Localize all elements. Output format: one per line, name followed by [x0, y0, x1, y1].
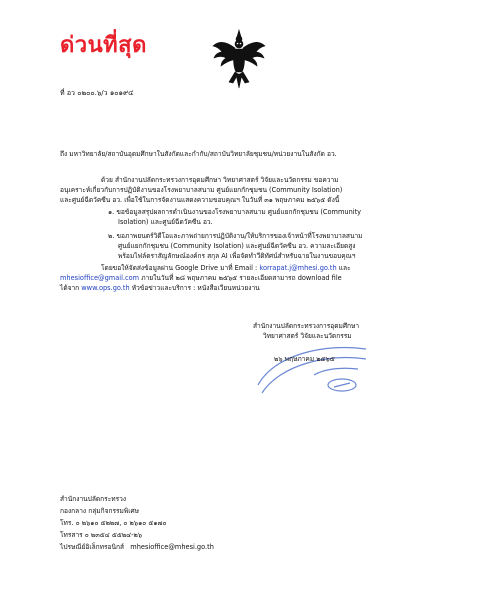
footer-tel: โทร. ๐ ๒๖๑๐ ๕๒๒๗, ๐ ๒๖๑๐ ๕๑๗๐ — [60, 519, 167, 527]
signature-org1: สำนักงานปลัดกระทรวงการอุดมศึกษา — [253, 322, 360, 330]
p2-text-d: ได้จาก — [60, 284, 80, 292]
body-p2-line1 — [101, 264, 351, 273]
signature-date: ๒๖ พฤษภาคม ๒๕๖๕ — [274, 355, 335, 363]
p2-text-b: และ — [338, 264, 351, 272]
body-p1-line2: อนุเคราะห์เกี่ยวกับการปฏิบัติงานของโรงพยาบาลสนาม ศูนย์แยกกักชุมชน (Community Isolation) — [60, 186, 343, 194]
footer-office: สำนักงานปลัดกระทรวง — [60, 495, 127, 503]
official-seal-stamp — [254, 335, 370, 397]
body-p2-line3 — [60, 284, 260, 293]
email-link-mhesioffice[interactable]: mhesioffice@gmail.com — [60, 274, 140, 282]
addressee: ถึง มหาวิทยาลัย/สถาบันอุดมศึกษาในสังกัดและกำกับ/สถาบันวิทยาลัยชุมชน/หน่วยงานในสังกัด อว. — [60, 150, 337, 158]
item2-line1: ๒. ขอภาพยนตร์วิดีโอและภาพถ่ายการปฏิบัติงาน/ให้บริการของเจ้าหน้าที่โรงพยาบาลสนาม — [108, 232, 363, 240]
email-link-korrapat[interactable]: korrapat.j@mhesi.go.th — [259, 264, 337, 272]
footer-fax: โทรสาร ๐ ๒๓๕๔ ๕๕๒๔-๒๖ — [60, 531, 143, 539]
footer-email-row — [60, 541, 214, 552]
footer-email-label: ไปรษณีย์อิเล็กทรอนิกส์ — [60, 543, 124, 551]
item1-line2: Isolation) และศูนย์ฉีดวัคซีน อว. — [118, 218, 213, 226]
body-p2-line2 — [60, 274, 342, 283]
footer-email[interactable]: mhesioffice@mhesi.go.th — [130, 543, 214, 551]
urgent-heading: ด่วนที่สุด — [60, 33, 147, 58]
p2-text-a: โดยขอให้จัดส่งข้อมูลผ่าน Google Drive มาที่ Email : — [101, 264, 258, 272]
garuda-emblem — [211, 28, 267, 90]
item2-line3: พร้อมไฟล์ตราสัญลักษณ์องค์กร สกุล AI เพื่อจัดทำวีดิทัศน์สำหรับฉายในงานขอบคุณฯ — [118, 252, 356, 260]
ops-website-link[interactable]: www.ops.go.th — [81, 284, 130, 292]
p2-text-e: หัวข้อข่าวและบริการ : หนังสือเวียนหน่วยงาน — [131, 284, 260, 292]
p2-text-c: ภายในวันที่ ๒๘ พฤษภาคม ๒๕๖๕ รายละเอียดสามารถ download file — [141, 274, 342, 282]
footer-division: กองกลาง กลุ่มกิจกรรมพิเศษ — [60, 507, 140, 515]
signature-org2: วิทยาศาสตร์ วิจัยและนวัตกรรม — [263, 332, 352, 340]
body-p1-line1: ด้วย สำนักงานปลัดกระทรวงการอุดมศึกษา วิทยาศาสตร์ วิจัยและนวัตกรรม ขอความ — [101, 176, 339, 184]
item1-line1: ๑. ขอข้อมูลสรุปผลการดำเนินงานของโรงพยาบาลสนาม ศูนย์แยกกักชุมชน (Community — [108, 208, 362, 216]
body-p1-line3: และศูนย์ฉีดวัคซีน อว. เพื่อใช้ในการจัดงานแสดงความขอบคุณฯ ในวันที่ ๓๑ พฤษภาคม ๒๕๖๕ ดังนี้ — [60, 196, 340, 204]
document-number: ที่ อว ๐๒๐๐.๖/ว ๑๐๑๙๔ — [60, 89, 134, 97]
item2-line2: ศูนย์แยกกักชุมชน (Community Isolation) และศูนย์ฉีดวัคซีน อว. ความละเอียดสูง — [118, 242, 356, 250]
